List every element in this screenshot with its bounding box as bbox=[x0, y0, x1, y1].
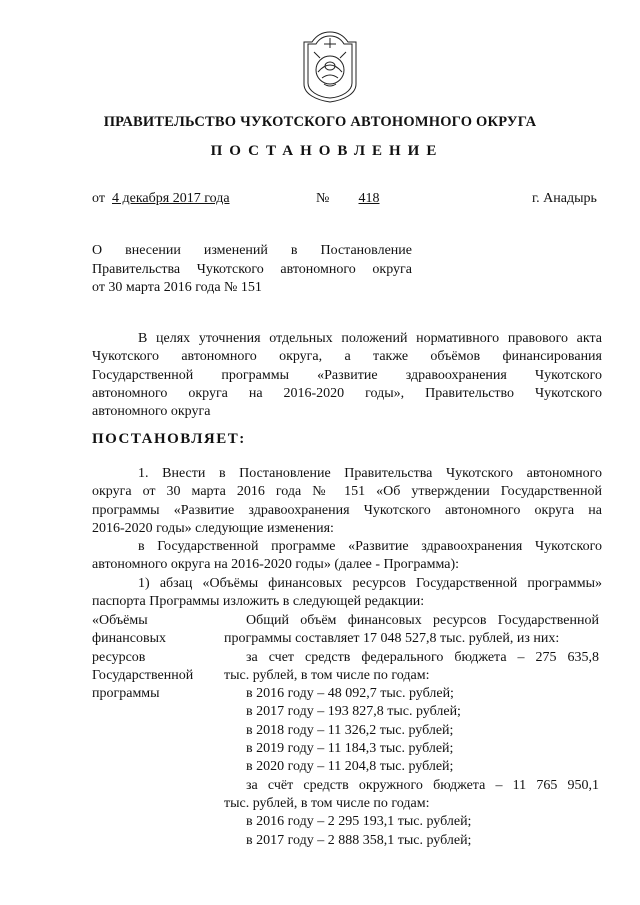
coat-of-arms-emblem-icon bbox=[300, 28, 360, 104]
table-right-line: за счет средств федерального бюджета – 275 635,8 bbox=[246, 649, 599, 665]
table-left-line: «Объёмы bbox=[92, 613, 148, 628]
body-line: 1) абзац «Объёмы финансовых ресурсов Государственной программы» bbox=[138, 575, 602, 591]
date-prefix: от bbox=[92, 191, 105, 206]
preamble-line: Чукотского автономного округа, а также объёмов финансирования bbox=[92, 349, 602, 365]
body-line: округа от 30 марта 2016 года № 151 «Об утверждении Государственной bbox=[92, 484, 602, 500]
table-right-line: в 2018 году – 11 326,2 тыс. рублей; bbox=[246, 722, 454, 738]
body-text bbox=[92, 465, 602, 611]
table-right-line: в 2020 году – 11 204,8 тыс. рублей; bbox=[246, 759, 454, 775]
document-number: 418 bbox=[358, 191, 380, 206]
government-name: ПРАВИТЕЛЬСТВО ЧУКОТСКОГО АВТОНОМНОГО ОКРУГА bbox=[103, 114, 537, 130]
table-right-line: Общий объём финансовых ресурсов Государственной bbox=[246, 613, 599, 628]
subject-line: от 30 марта 2016 года № 151 bbox=[92, 280, 262, 295]
table-left-line: ресурсов bbox=[92, 649, 146, 665]
number-prefix: № bbox=[316, 191, 330, 206]
preamble-line: В целях уточнения отдельных положений нормативного правового акта bbox=[138, 331, 602, 346]
body-line: 1. Внести в Постановление Правительства Чукотского автономного bbox=[138, 466, 602, 481]
table-right-line: в 2016 году – 48 092,7 тыс. рублей; bbox=[246, 686, 454, 702]
body-line: в Государственной программе «Развитие здравоохранения Чукотского bbox=[138, 539, 602, 555]
document-type-title: ПОСТАНОВЛЕНИЕ bbox=[210, 143, 444, 159]
table-right-line: тыс. рублей, в том числе по годам: bbox=[224, 667, 430, 683]
table-right-line: программы составляет 17 048 527,8 тыс. рублей, из них: bbox=[224, 631, 560, 647]
subject-block bbox=[92, 242, 412, 298]
table-right-line: за счёт средств окружного бюджета – 11 765 950,1 bbox=[246, 777, 599, 793]
table-right-line: в 2016 году – 2 295 193,1 тыс. рублей; bbox=[246, 814, 472, 830]
preamble bbox=[92, 330, 602, 421]
table-right-line: в 2019 году – 11 184,3 тыс. рублей; bbox=[246, 741, 454, 757]
table-right-line: в 2017 году – 2 888 358,1 тыс. рублей; bbox=[246, 832, 472, 848]
table-left-line: финансовых bbox=[92, 631, 166, 647]
body-line: паспорта Программы изложить в следующей редакции: bbox=[92, 594, 425, 610]
subject-line: Правительства Чукотского автономного округа bbox=[92, 261, 412, 277]
body-line: 2016-2020 годы» следующие изменения: bbox=[92, 520, 334, 536]
preamble-line: автономного округа на 2016-2020 годы», Правительство Чукотского bbox=[92, 385, 602, 401]
table-left-column bbox=[92, 612, 210, 703]
body-line: автономного округа на 2016-2020 годы» (далее - Программа): bbox=[92, 557, 459, 573]
table-left-line: программы bbox=[92, 686, 160, 702]
table-left-line: Государственной bbox=[92, 667, 194, 683]
table-right-line: в 2017 году – 193 827,8 тыс. рублей; bbox=[246, 704, 461, 720]
document-date: 4 декабря 2017 года bbox=[112, 191, 230, 206]
body-line: программы «Развитие здравоохранения Чукотского автономного округа на bbox=[92, 502, 602, 518]
decree-word: ПОСТАНОВЛЯЕТ: bbox=[92, 431, 246, 447]
preamble-line: Государственной программы «Развитие здравоохранения Чукотского bbox=[92, 367, 602, 383]
table-right-column bbox=[224, 612, 599, 850]
subject-line: О внесении изменений в Постановление bbox=[92, 243, 412, 258]
city-name: г. Анадырь bbox=[532, 191, 597, 206]
preamble-line: автономного округа bbox=[92, 404, 211, 420]
table-right-line: тыс. рублей, в том числе по годам: bbox=[224, 795, 430, 811]
